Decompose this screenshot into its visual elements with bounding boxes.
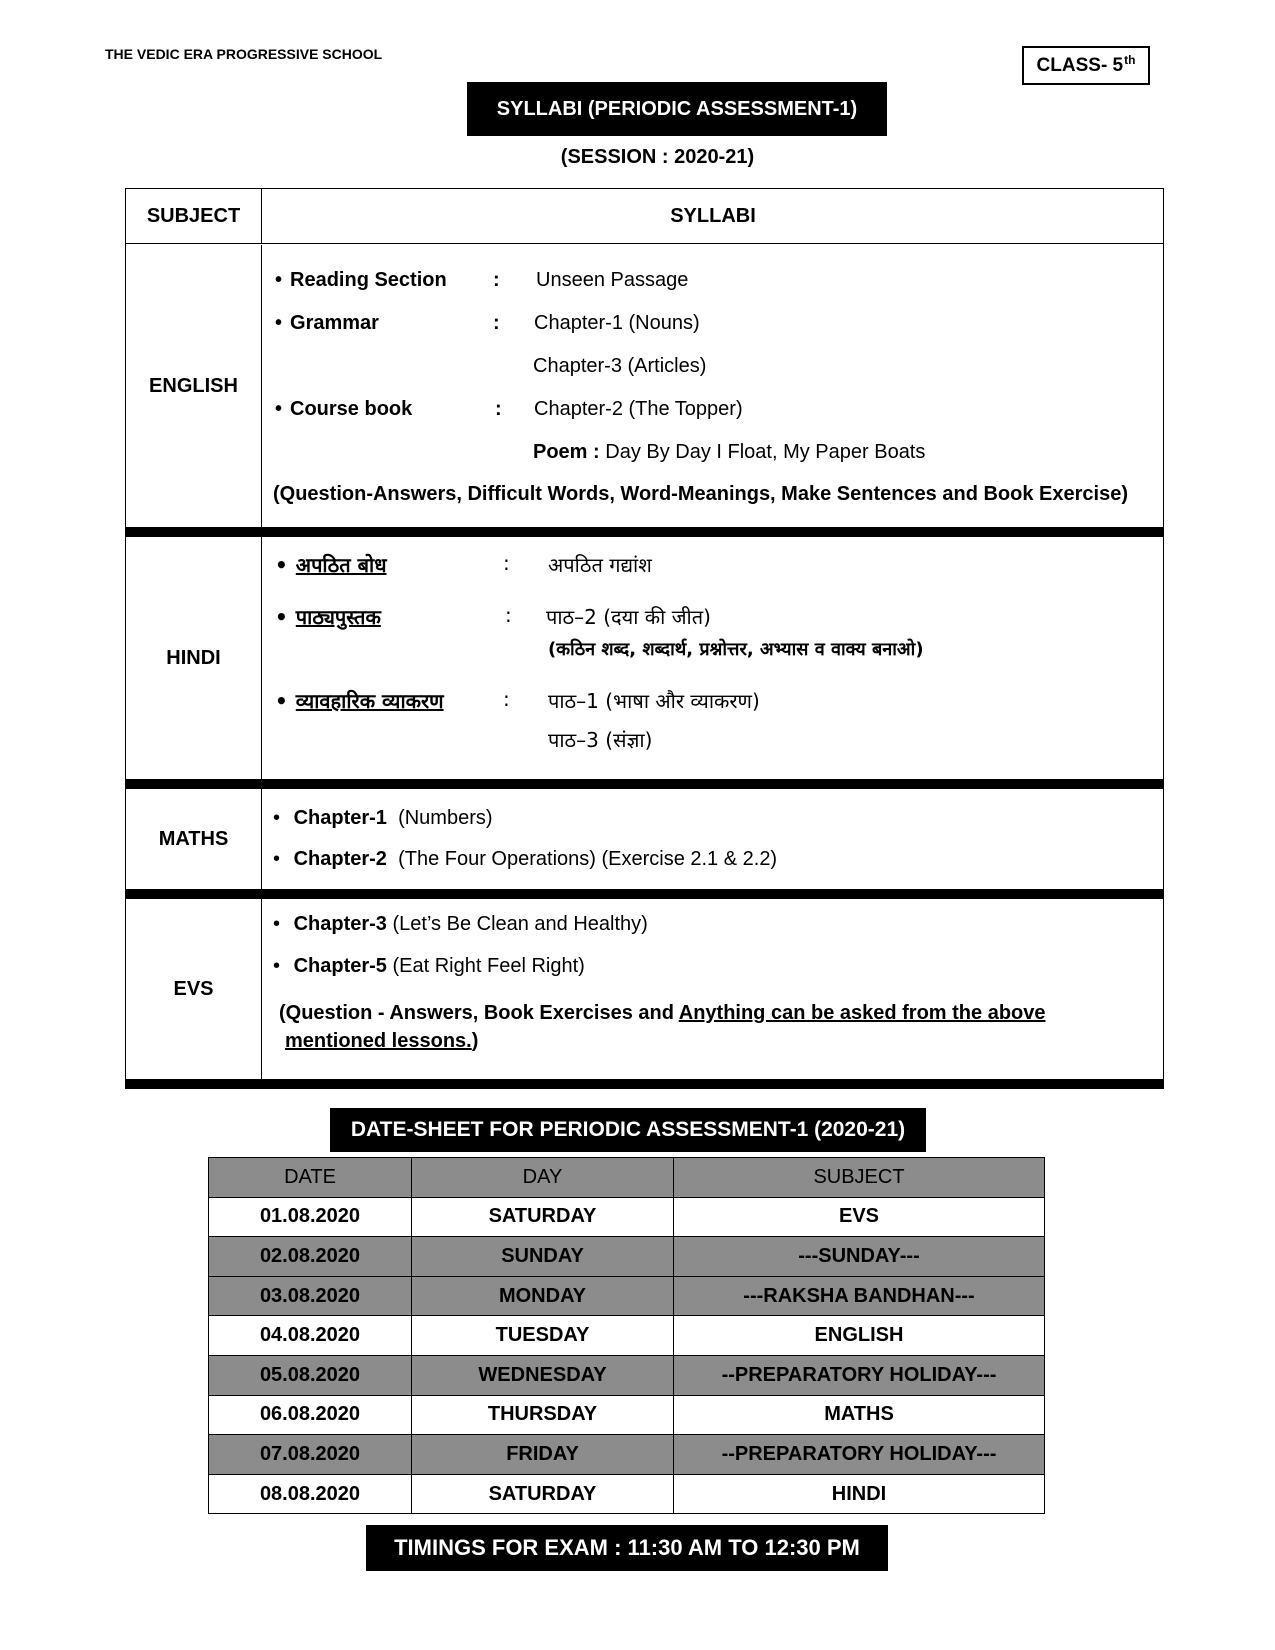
hindi-row <box>126 537 1163 779</box>
date-cell: 01.08.2020 <box>209 1197 412 1237</box>
evs-note-end: ) <box>471 1030 479 1052</box>
hindi-subject: HINDI <box>126 537 262 779</box>
table-row <box>209 1355 1045 1395</box>
row-divider <box>125 1079 1164 1089</box>
date-cell: 06.08.2020 <box>209 1395 412 1435</box>
table-row <box>209 1197 1045 1237</box>
datesheet-title: DATE-SHEET FOR PERIODIC ASSESSMENT-1 (2020-21) <box>330 1108 926 1152</box>
evs-note-start: (Question - Answers, Book Exercises and <box>279 1002 679 1024</box>
evs-ch5-label: Chapter-5 <box>293 955 387 977</box>
syllabi-title: SYLLABI (PERIODIC ASSESSMENT-1) <box>467 82 887 136</box>
header-subject: SUBJECT <box>126 189 262 243</box>
day-cell: WEDNESDAY <box>412 1355 674 1395</box>
reading-label: • Reading Section <box>275 269 447 292</box>
maths-ch2 <box>273 848 777 871</box>
hindi-item3 <box>275 687 444 714</box>
header-syllabi: SYLLABI <box>670 204 756 227</box>
table-row <box>209 1474 1045 1514</box>
syllabus-header-row <box>126 189 1163 244</box>
subject-cell: --PREPARATORY HOLIDAY--- <box>674 1355 1045 1395</box>
evs-ch3 <box>273 913 648 936</box>
evs-ch5-value: (Eat Right Feel Right) <box>392 955 585 977</box>
maths-ch1-label: Chapter-1 <box>293 807 387 829</box>
subject-cell: ENGLISH <box>674 1316 1045 1356</box>
table-row <box>209 1395 1045 1435</box>
day-cell: TUESDAY <box>412 1316 674 1356</box>
class-label: CLASS- 5 <box>1036 54 1124 76</box>
hindi-item2-note: (कठिन शब्द, शब्दार्थ, प्रश्नोत्तर, अभ्यास व वाक्य बनाओ) <box>548 639 924 660</box>
evs-row <box>126 899 1163 1079</box>
col-subject: SUBJECT <box>674 1158 1045 1198</box>
date-cell: 04.08.2020 <box>209 1316 412 1356</box>
maths-row <box>126 789 1163 889</box>
exam-timings: TIMINGS FOR EXAM : 11:30 AM TO 12:30 PM <box>366 1525 888 1571</box>
date-cell: 02.08.2020 <box>209 1237 412 1277</box>
evs-note-underlined-2: mentioned lessons. <box>285 1030 472 1052</box>
evs-content <box>263 899 1163 1079</box>
evs-ch3-label: Chapter-3 <box>293 913 387 935</box>
colon: : <box>493 312 500 334</box>
day-cell: MONDAY <box>412 1276 674 1316</box>
maths-ch1 <box>273 807 493 830</box>
evs-subject: EVS <box>126 899 262 1079</box>
syllabus-table <box>125 188 1164 1088</box>
evs-note-line2 <box>285 1030 478 1053</box>
day-cell: SUNDAY <box>412 1237 674 1277</box>
col-day: DAY <box>412 1158 674 1198</box>
subject-cell: ---RAKSHA BANDHAN--- <box>674 1276 1045 1316</box>
date-cell: 05.08.2020 <box>209 1355 412 1395</box>
hindi-content <box>263 537 1163 779</box>
datesheet-header-row <box>209 1158 1045 1198</box>
grammar-value-2: Chapter-3 (Articles) <box>533 355 707 377</box>
hindi-item1 <box>275 551 387 578</box>
maths-ch2-label: Chapter-2 <box>293 848 387 870</box>
english-note: (Question-Answers, Difficult Words, Word-Meanings, Make Sentences and Book Exercise) <box>273 483 1128 505</box>
table-row <box>209 1237 1045 1277</box>
table-row <box>209 1316 1045 1356</box>
table-row <box>209 1276 1045 1316</box>
row-divider <box>125 779 1164 789</box>
hindi-item3-label: व्यावहारिक व्याकरण <box>295 689 444 713</box>
english-subject: ENGLISH <box>126 245 262 527</box>
maths-ch1-value: (Numbers) <box>398 807 493 829</box>
colon: : <box>495 398 502 420</box>
date-cell: 07.08.2020 <box>209 1435 412 1475</box>
reading-value: Unseen Passage <box>536 269 689 291</box>
col-date: DATE <box>209 1158 412 1198</box>
grammar-label: • Grammar <box>275 312 379 335</box>
subject-cell: MATHS <box>674 1395 1045 1435</box>
row-divider <box>125 889 1164 899</box>
school-name: THE VEDIC ERA PROGRESSIVE SCHOOL <box>105 46 383 62</box>
evs-ch3-value: (Let’s Be Clean and Healthy) <box>392 913 648 935</box>
evs-ch5 <box>273 955 585 978</box>
day-cell: FRIDAY <box>412 1435 674 1475</box>
subject-cell: ---SUNDAY--- <box>674 1237 1045 1277</box>
date-cell: 03.08.2020 <box>209 1276 412 1316</box>
subject-cell: HINDI <box>674 1474 1045 1514</box>
hindi-item1-value: अपठित गद्यांश <box>548 553 652 577</box>
course-label: • Course book <box>275 398 412 421</box>
hindi-item2-value: पाठ–2 (दया की जीत) <box>546 605 711 629</box>
session-label: (SESSION : 2020-21) <box>560 146 755 168</box>
hindi-item3-value-2: पाठ–3 (संज्ञा) <box>548 728 653 752</box>
subject-cell: --PREPARATORY HOLIDAY--- <box>674 1435 1045 1475</box>
maths-subject: MATHS <box>126 789 262 889</box>
day-cell: SATURDAY <box>412 1474 674 1514</box>
class-superscript: th <box>1124 52 1136 67</box>
maths-ch2-value: (The Four Operations) (Exercise 2.1 & 2.2) <box>398 848 778 870</box>
day-cell: THURSDAY <box>412 1395 674 1435</box>
datesheet-table <box>208 1157 1045 1514</box>
day-cell: SATURDAY <box>412 1197 674 1237</box>
poem-line <box>533 441 925 464</box>
colon: : <box>505 603 512 627</box>
hindi-item2-label: पाठ्यपुस्तक <box>295 605 381 629</box>
maths-content <box>263 789 1163 889</box>
course-value: Chapter-2 (The Topper) <box>534 398 743 420</box>
poem-value: Day By Day I Float, My Paper Boats <box>605 441 926 463</box>
subject-cell: EVS <box>674 1197 1045 1237</box>
english-content <box>263 245 1163 527</box>
hindi-item3-value-1: पाठ–1 (भाषा और व्याकरण) <box>548 689 760 713</box>
hindi-item1-label: अपठित बोध <box>295 553 387 577</box>
poem-label: Poem : <box>533 441 600 463</box>
class-badge <box>1022 46 1150 85</box>
evs-note-underlined-1: Anything can be asked from the above <box>678 1002 1046 1024</box>
evs-note-line1 <box>279 1002 1046 1025</box>
hindi-item2 <box>275 603 381 630</box>
date-cell: 08.08.2020 <box>209 1474 412 1514</box>
table-row <box>209 1435 1045 1475</box>
colon: : <box>503 687 510 711</box>
colon: : <box>503 551 510 575</box>
grammar-value-1: Chapter-1 (Nouns) <box>534 312 700 334</box>
row-divider <box>125 527 1164 537</box>
english-row <box>126 245 1163 527</box>
colon: : <box>493 269 500 291</box>
